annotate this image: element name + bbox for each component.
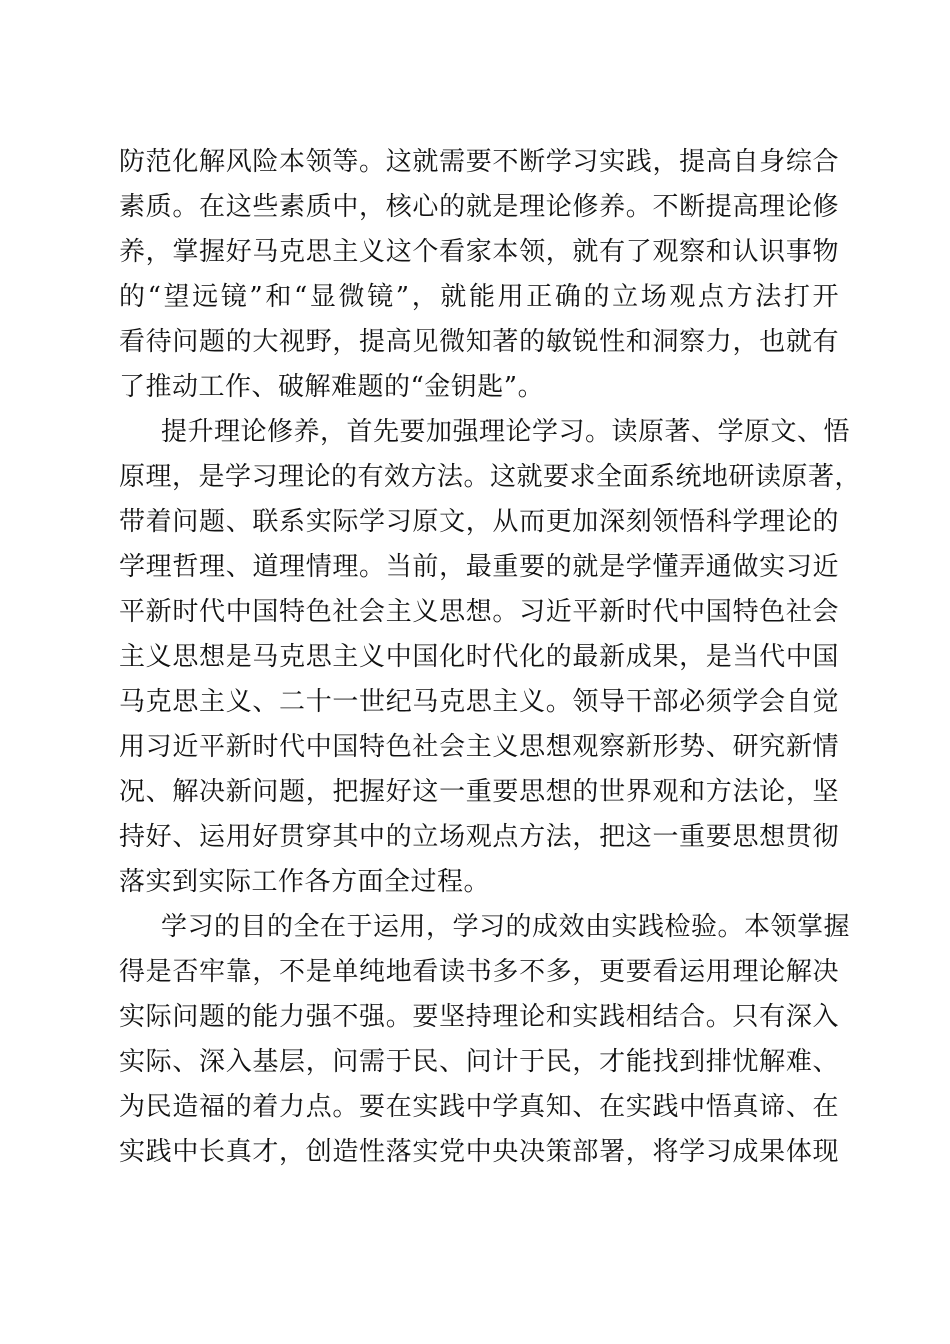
text-line: 原理，是学习理论的有效方法。这就要求全面系统地研读原著， — [119, 462, 862, 492]
text-line: 持好、运用好贯穿其中的立场观点方法，把这一重要思想贯彻 — [119, 822, 839, 852]
text-line: 看待问题的大视野，提高见微知著的敏锐性和洞察力，也就有 — [119, 327, 839, 357]
text-line: 得是否牢靠，不是单纯地看读书多不多，更要看运用理论解决 — [119, 957, 839, 987]
text-line: 平新时代中国特色社会主义思想。习近平新时代中国特色社会 — [119, 597, 839, 627]
text-line: 马克思主义、二十一世纪马克思主义。领导干部必须学会自觉 — [119, 687, 839, 717]
text-line: 实践中长真才，创造性落实党中央决策部署，将学习成果体现 — [119, 1137, 839, 1167]
text-line: 落实到实际工作各方面全过程。 — [119, 867, 491, 897]
text-line: 的“望远镜”和“显微镜”，就能用正确的立场观点方法打开 — [119, 282, 839, 312]
text-line: 带着问题、联系实际学习原文，从而更加深刻领悟科学理论的 — [119, 507, 839, 537]
text-line: 为民造福的着力点。要在实践中学真知、在实践中悟真谛、在 — [119, 1092, 839, 1122]
text-line: 实际、深入基层，问需于民、问计于民，才能找到排忧解难、 — [119, 1047, 839, 1077]
text-line: 养，掌握好马克思主义这个看家本领，就有了观察和认识事物 — [119, 237, 839, 267]
text-line: 实际问题的能力强不强。要坚持理论和实践相结合。只有深入 — [119, 1002, 839, 1032]
paragraph-first-line: 提升理论修养，首先要加强理论学习。读原著、学原文、悟 — [161, 417, 851, 447]
text-line: 学理哲理、道理情理。当前，最重要的就是学懂弄通做实习近 — [119, 552, 839, 582]
text-line: 主义思想是马克思主义中国化时代化的最新成果，是当代中国 — [119, 642, 839, 672]
text-line: 防范化解风险本领等。这就需要不断学习实践，提高自身综合 — [119, 147, 839, 177]
paragraph-first-line: 学习的目的全在于运用，学习的成效由实践检验。本领掌握 — [161, 912, 851, 942]
text-line: 素质。在这些素质中，核心的就是理论修养。不断提高理论修 — [119, 192, 839, 222]
body-text — [119, 140, 862, 1175]
text-line: 况、解决新问题，把握好这一重要思想的世界观和方法论，坚 — [119, 777, 839, 807]
text-line: 了推动工作、破解难题的“金钥匙”。 — [119, 372, 545, 402]
text-line: 用习近平新时代中国特色社会主义思想观察新形势、研究新情 — [119, 732, 839, 762]
